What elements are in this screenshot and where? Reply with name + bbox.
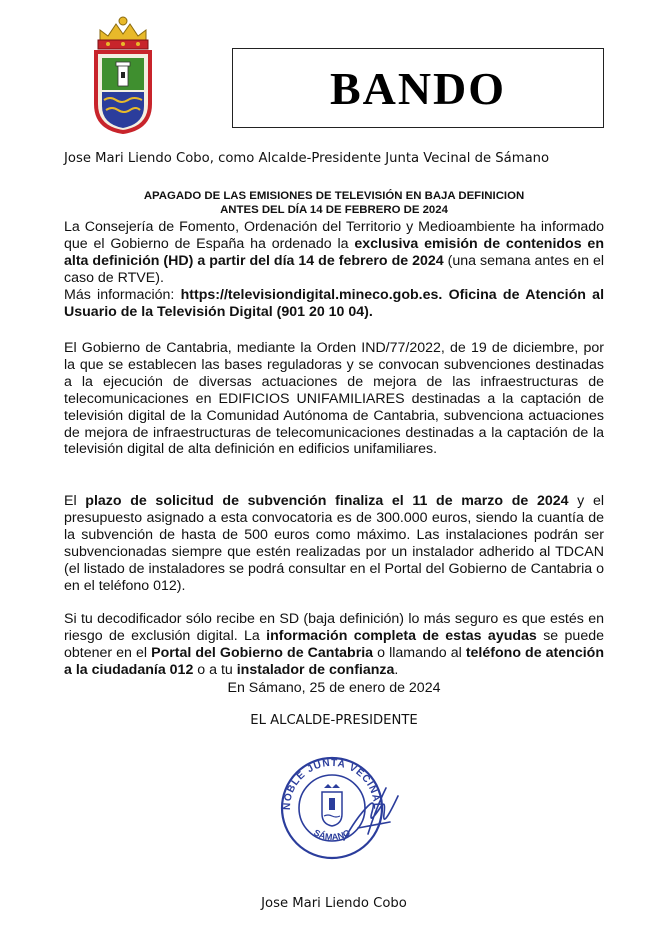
paragraph-3 [64,493,604,594]
document-title: BANDO [329,62,507,114]
more-info-label: Más información: [64,286,181,303]
place-date: En Sámano, 25 de enero de 2024 [227,680,441,696]
deadline-emphasis: plazo de solicitud de subvención finaliza el 11 de marzo de 2024 [85,493,569,509]
paragraph-4-text-4: o a tu [193,661,237,678]
paragraph-3-text-2: y el presupuesto asignado a esta convocatoria es de 300.000 euros, siendo la cuantía de la subvención de hasta de 500 euros como máximo. Las instalaciones podrán ser subvencionadas siempre que estén realizadas por un instalador adherido al TDCAN (el listado de instaladores se podrá consultar en el Portal del Gobierno de Cantabria o en el teléfono 012). [64,493,604,594]
paragraph-1 [64,219,604,320]
svg-text:NOBLE JUNTA VECINAL: NOBLE JUNTA VECINAL [281,757,383,811]
portal-emphasis: Portal del Gobierno de Cantabria [151,644,374,661]
more-info-link[interactable]: https://televisiondigital.mineco.gob.es. Oficina de Atención al Usuario de la Televisión Digital (901 20 10 04). [64,286,605,320]
paragraph-4-text-5: . [394,661,399,678]
phone-emphasis: teléfono de atención a la ciudadanía 012 [64,644,604,678]
info-emphasis: información completa de estas ayudas [266,627,537,644]
paragraph-4 [64,611,604,679]
paragraph-4-text: Si tu decodificador sólo recibe en SD (baja definición) lo más seguro es que estés en riesgo de exclusión digital. La [64,611,604,644]
svg-text:SÁMANO: SÁMANO [312,827,352,843]
paragraph-2: El Gobierno de Cantabria, mediante la Orden IND/77/2022, de 19 de diciembre, por la que se establecen las bases reguladoras y se convocan subvenciones destinadas a la ejecución de diversas actuaciones de mejora de las infraestructuras de telecomunicaciones en EDIFICIOS UNIFAMILIARES destinadas a la captación de televisión digital de la Comunidad Autónoma de Cantabria, subvenciona actuaciones de mejora de infraestructuras de telecomunicaciones destinadas a la captación de la televisión digital de alta definición en edificios unifamiliares. [64,340,604,458]
paragraph-1-text: La Consejería de Fomento, Ordenación del Territorio y Medioambiente ha informado que el Gobierno de España ha ordenado la [64,219,604,252]
signature-title: EL ALCALDE-PRESIDENTE [250,713,418,728]
paragraph-1-emphasis: exclusiva emisión de contenidos en alta definición (HD) a partir del día 14 de febrero de 2024 [64,235,604,269]
paragraph-4-text-2: se puede obtener en el [64,627,604,661]
paragraph-1-text-2: (una semana antes en el caso de RTVE). [64,252,605,286]
title-box [232,48,604,128]
seal-stamp-icon [272,748,412,868]
installer-emphasis: instalador de confianza [236,661,395,678]
mayor-line: Jose Mari Liendo Cobo, como Alcalde-Presidente Junta Vecinal de Sámano [64,151,550,166]
coat-of-arms-icon [90,12,156,134]
paragraph-4-text-3: o llamando al [373,644,466,661]
signer-name: Jose Mari Liendo Cobo [261,896,407,911]
heading-line-2: ANTES DEL DÍA 14 DE FEBRERO DE 2024 [220,204,448,216]
heading-line-1: APAGADO DE LAS EMISIONES DE TELEVISIÓN EN BAJA DEFINICION [143,190,525,202]
paragraph-3-text: El [64,493,86,509]
